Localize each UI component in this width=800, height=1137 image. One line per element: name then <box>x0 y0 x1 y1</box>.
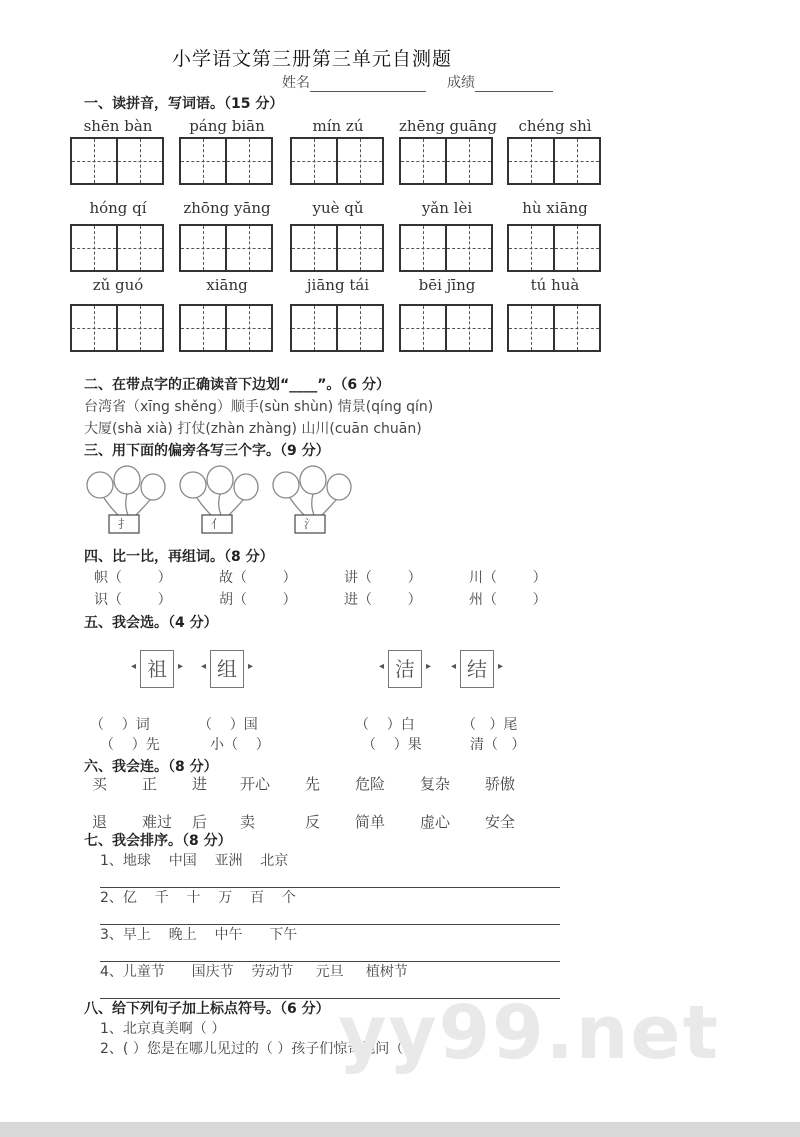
choose-blank[interactable]: （ ）果 <box>362 737 422 753</box>
writing-cell[interactable] <box>118 226 162 270</box>
punctuation-item-2: 2、( ）您是在哪儿见过的（ ）孩子们惊奇地问（ ） <box>100 1041 422 1057</box>
writing-box[interactable] <box>290 224 384 272</box>
name-field[interactable] <box>282 72 426 92</box>
writing-box[interactable] <box>507 304 601 352</box>
choose-blank[interactable]: （ ）词 <box>90 717 150 733</box>
writing-cell[interactable] <box>118 139 162 183</box>
section-3-heading: 三、用下面的偏旁各写三个字。（9 分） <box>84 443 330 459</box>
section-1-heading: 一、读拼音，写词语。（15 分） <box>84 96 284 112</box>
name-label: 姓名 <box>282 75 310 91</box>
writing-box[interactable] <box>290 137 384 185</box>
writing-cell[interactable] <box>338 306 382 350</box>
writing-cell[interactable] <box>401 226 447 270</box>
compare-word-item[interactable]: 帜（ ） <box>94 570 172 586</box>
pinyin-label: chéng shì <box>518 117 592 135</box>
writing-box[interactable] <box>399 304 493 352</box>
compare-word-item[interactable]: 川（ ） <box>469 570 547 586</box>
pronunciation-line-1: 台湾省（xīng shěng）顺手(sùn shùn) 情景(qíng qín) <box>84 399 434 415</box>
writing-cell[interactable] <box>227 139 271 183</box>
radical-label: 氵 <box>303 517 316 531</box>
writing-box[interactable] <box>70 224 164 272</box>
pinyin-label: bēi jīng <box>418 276 476 294</box>
pinyin-label: zhēng guāng <box>399 117 497 135</box>
compare-word-item[interactable]: 故（ ） <box>219 570 297 586</box>
compare-word-item[interactable]: 进（ ） <box>344 592 422 608</box>
writing-box[interactable] <box>399 137 493 185</box>
pinyin-label: shēn bàn <box>83 117 153 135</box>
writing-cell[interactable] <box>447 306 491 350</box>
character-card: ◂ 祖 ▸ <box>140 650 174 688</box>
punctuation-item-1: 1、北京真美啊（ ） <box>100 1021 226 1037</box>
match-word[interactable]: 难过 <box>142 813 173 831</box>
section-8-heading: 八、给下列句子加上标点符号。（6 分） <box>84 1001 330 1017</box>
writing-cell[interactable] <box>292 306 338 350</box>
match-word[interactable]: 简单 <box>355 813 386 831</box>
match-word[interactable]: 复杂 <box>420 775 451 793</box>
radical-label: 扌 <box>117 517 130 531</box>
choose-blank[interactable]: （ ）先 <box>100 737 160 753</box>
match-word[interactable]: 反 <box>305 813 321 831</box>
writing-cell[interactable] <box>401 139 447 183</box>
pinyin-label: xiāng <box>206 276 248 294</box>
pinyin-label: páng biān <box>189 117 265 135</box>
score-label: 成绩 <box>447 75 475 91</box>
character-card: ◂ 洁 ▸ <box>388 650 422 688</box>
section-4-heading: 四、比一比，再组词。（8 分） <box>84 549 274 565</box>
writing-cell[interactable] <box>555 226 599 270</box>
writing-cell[interactable] <box>181 139 227 183</box>
compare-word-item[interactable]: 讲（ ） <box>344 570 422 586</box>
writing-box[interactable] <box>70 137 164 185</box>
compare-word-item[interactable]: 识（ ） <box>94 592 172 608</box>
match-word[interactable]: 买 <box>92 775 108 793</box>
match-word[interactable]: 开心 <box>240 775 271 793</box>
writing-box[interactable] <box>507 224 601 272</box>
section-5-heading: 五、我会选。（4 分） <box>84 615 218 631</box>
writing-cell[interactable] <box>555 139 599 183</box>
pronunciation-line-2: 大厦(shà xià) 打仗(zhàn zhàng) 山川(cuān chuān) <box>84 421 422 437</box>
match-word[interactable]: 退 <box>92 813 108 831</box>
pinyin-label: mín zú <box>312 117 364 135</box>
writing-cell[interactable] <box>118 306 162 350</box>
section-7-heading: 七、我会排序。（8 分） <box>84 833 232 849</box>
writing-cell[interactable] <box>72 306 118 350</box>
writing-cell[interactable] <box>447 226 491 270</box>
match-word[interactable]: 骄傲 <box>485 775 516 793</box>
writing-box[interactable] <box>290 304 384 352</box>
writing-cell[interactable] <box>555 306 599 350</box>
section-2-heading: 二、在带点字的正确读音下边划“____”。（6 分） <box>84 377 391 393</box>
character-card: ◂ 结 ▸ <box>460 650 494 688</box>
writing-cell[interactable] <box>292 226 338 270</box>
writing-cell[interactable] <box>338 226 382 270</box>
match-word[interactable]: 虚心 <box>420 813 451 831</box>
writing-cell[interactable] <box>227 306 271 350</box>
watermark: yy99.net <box>338 990 720 1076</box>
order-item: 3、早上 晚上 中午 下午 <box>100 927 298 943</box>
choose-blank[interactable]: （ ）国 <box>198 717 258 733</box>
writing-cell[interactable] <box>401 306 447 350</box>
bottom-scroll-bar[interactable] <box>0 1122 800 1137</box>
writing-cell[interactable] <box>227 226 271 270</box>
pinyin-label: zǔ guó <box>92 276 144 294</box>
writing-box[interactable] <box>179 304 273 352</box>
match-word[interactable]: 正 <box>142 775 158 793</box>
score-field[interactable] <box>447 72 553 92</box>
writing-cell[interactable] <box>447 139 491 183</box>
writing-box[interactable] <box>507 137 601 185</box>
writing-box[interactable] <box>179 137 273 185</box>
writing-cell[interactable] <box>509 306 555 350</box>
writing-cell[interactable] <box>338 139 382 183</box>
writing-cell[interactable] <box>181 306 227 350</box>
writing-box[interactable] <box>179 224 273 272</box>
compare-word-item[interactable]: 胡（ ） <box>219 592 297 608</box>
pinyin-label: hù xiāng <box>522 199 588 217</box>
writing-cell[interactable] <box>72 139 118 183</box>
writing-box[interactable] <box>399 224 493 272</box>
writing-cell[interactable] <box>509 226 555 270</box>
pinyin-label: jiāng tái <box>306 276 370 294</box>
choose-blank[interactable]: （ ）尾 <box>462 717 518 733</box>
order-item: 2、亿 千 十 万 百 个 <box>100 890 296 906</box>
pinyin-label: yǎn lèi <box>421 199 473 217</box>
section-6-heading: 六、我会连。（8 分） <box>84 759 218 775</box>
order-item: 4、儿童节 国庆节 劳动节 元旦 植树节 <box>100 964 408 980</box>
match-word[interactable]: 安全 <box>485 813 516 831</box>
answer-line[interactable] <box>100 998 560 999</box>
radical-label: 亻 <box>210 517 223 531</box>
choose-blank[interactable]: 小（ ） <box>210 737 270 753</box>
match-word[interactable]: 危险 <box>355 775 386 793</box>
pinyin-label: hóng qí <box>89 199 147 217</box>
pinyin-label: yuè qǔ <box>312 199 364 217</box>
match-word[interactable]: 卖 <box>240 813 256 831</box>
choose-blank[interactable]: 清（ ） <box>470 737 526 753</box>
choose-blank[interactable]: （ ）白 <box>355 717 415 733</box>
writing-box[interactable] <box>70 304 164 352</box>
match-word[interactable]: 进 <box>192 775 208 793</box>
character-card: ◂ 组 ▸ <box>210 650 244 688</box>
writing-cell[interactable] <box>509 139 555 183</box>
writing-cell[interactable] <box>72 226 118 270</box>
writing-cell[interactable] <box>292 139 338 183</box>
pinyin-label: zhōng yāng <box>183 199 271 217</box>
writing-cell[interactable] <box>181 226 227 270</box>
order-item: 1、地球 中国 亚洲 北京 <box>100 853 289 869</box>
compare-word-item[interactable]: 州（ ） <box>469 592 547 608</box>
page-title: 小学语文第三册第三单元自测题 <box>172 48 453 70</box>
match-word[interactable]: 先 <box>305 775 321 793</box>
pinyin-label: tú huà <box>530 276 580 294</box>
match-word[interactable]: 后 <box>192 813 208 831</box>
